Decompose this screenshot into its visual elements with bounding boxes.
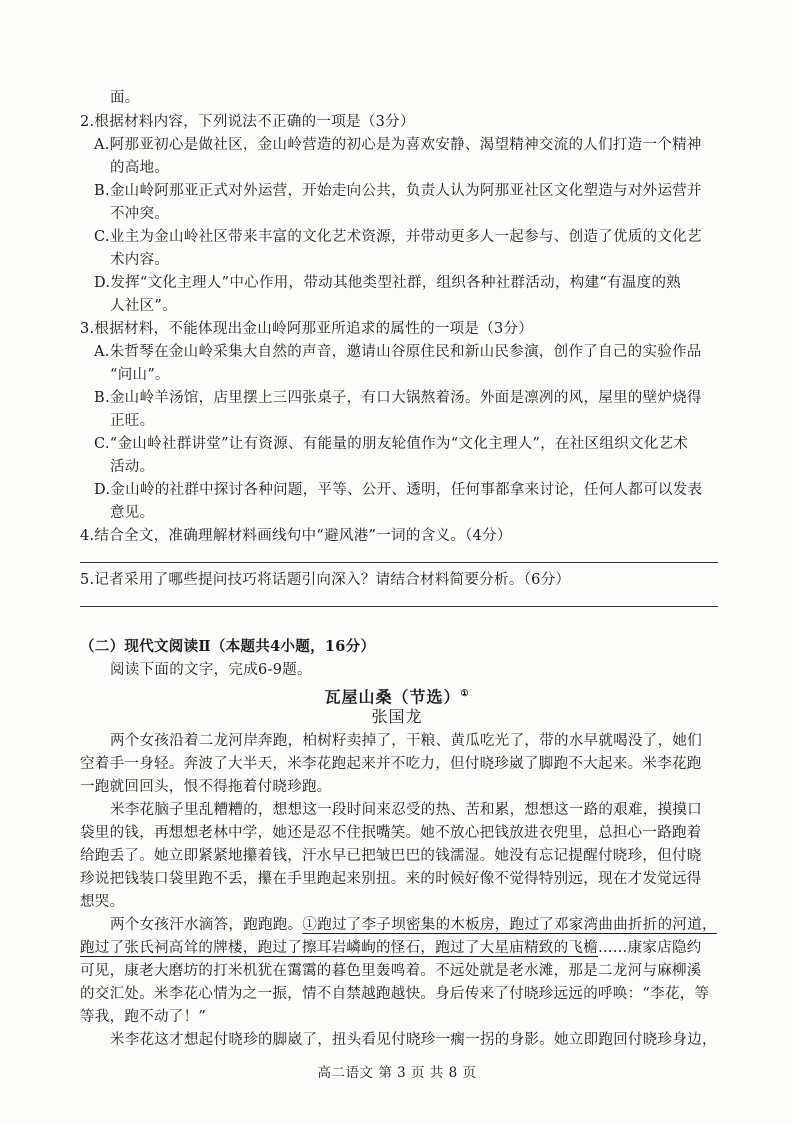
passage-title: 瓦屋山桑（节选）① <box>324 687 470 707</box>
passage-p1-line3: 一跑就回回头，恨不得拖着付晓珍跑。 <box>80 779 332 795</box>
underlined-sentence-1-cont: 跑过了张氏祠高耸的牌楼，跑过了擦耳岩嶙峋的怪石，跑过了大星庙精致的飞檐 <box>80 940 598 956</box>
q3-option-d-cont: 意见。 <box>110 505 155 521</box>
title-footnote-mark: ① <box>460 689 470 699</box>
q2-option-a-cont: 的高地。 <box>110 160 170 176</box>
q2-option-c-cont: 术内容。 <box>110 252 170 268</box>
q2-option-d-cont: 人社区”。 <box>110 298 177 314</box>
passage-author: 张国龙 <box>371 707 423 726</box>
q3-option-a: A.朱哲琴在金山岭采集大自然的声音，邀请山谷原住民和新山民参演，创作了自己的实验作品 <box>94 344 702 360</box>
passage-p3-line5: 等我，跑不动了！” <box>80 1009 207 1025</box>
q2-option-a: A.阿那亚初心是做社区，金山岭营造的初心是为喜欢安静、渴望精神交流的人们打造一个精神 <box>94 137 702 153</box>
passage-p2-line2: 袋里的钱，再想想老林中学，她还是忍不住抿嘴笑。她不放心把钱放进衣兜里，总担心一路跑着 <box>80 825 702 841</box>
q5-answer-line[interactable] <box>80 606 718 607</box>
passage-p3-line2: 跑过了张氏祠高耸的牌楼，跑过了擦耳岩嶙峋的怪石，跑过了大星庙精致的飞檐……康家店隐约 <box>80 940 702 956</box>
q2-option-c: C.业主为金山岭社区带来丰富的文化艺术资源，并带动更多人一起参与、创造了优质的文化艺 <box>94 229 702 245</box>
underlined-sentence-1: ①跑过了李子坝密集的木板房，跑过了邓家湾曲曲折折的河道， <box>302 917 717 933</box>
section-heading: （二）现代文阅读Ⅱ（本题共4小题，16分） <box>80 638 376 655</box>
q3-option-c: C.“金山岭社群讲堂”让有资源、有能量的朋友轮值作为“文化主理人”，在社区组织文化艺术 <box>94 436 689 452</box>
q5-stem: 5.记者采用了哪些提问技巧将话题引向深入？请结合材料简要分析。（6分） <box>80 572 571 588</box>
passage-p1-line1: 两个女孩沿着二龙河岸奔跑，柏树籽卖掉了，干粮、黄瓜吃光了，带的水早就喝没了，她们 <box>110 733 702 749</box>
q3-option-a-cont: “问山”。 <box>110 367 170 383</box>
q3-stem: 3.根据材料，不能体现出金山岭阿那亚所追求的属性的一项是（3分） <box>80 321 534 337</box>
page-footer: 高二语文 第 3 页 共 8 页 <box>317 1065 477 1081</box>
q2-option-d: D.发挥“文化主理人”中心作用，带动其他类型社群，组织各种社群活动，构建“有温度的熟 <box>94 275 682 291</box>
q1-tail: 面。 <box>110 90 140 106</box>
q2-option-b: B.金山岭阿那亚正式对外运营，开始走向公共，负责人认为阿那亚社区文化塑造与对外运营并 <box>94 183 702 199</box>
passage-p3-line4: 的交汇处。米李花心情为之一振，情不自禁越跑越快。身后传来了付晓珍远远的呼唤：“李花，等 <box>80 986 710 1002</box>
q4-stem: 4.结合全文，准确理解材料画线句中“避风港”一词的含义。（4分） <box>80 528 512 544</box>
q2-stem: 2.根据材料内容，下列说法不正确的一项是（3分） <box>80 114 415 130</box>
q2-option-b-cont: 不冲突。 <box>110 206 170 222</box>
q3-option-b-cont: 正旺。 <box>110 413 155 429</box>
passage-p2-line5: 想哭。 <box>80 894 125 910</box>
passage-p3-line3: 可见，康老大磨坊的打米机犹在霭霭的暮色里轰鸣着。不远处就是老水滩，那是二龙河与麻柳溪 <box>80 963 702 979</box>
passage-p3-line1: 两个女孩汗水滴答，跑跑跑。①跑过了李子坝密集的木板房，跑过了邓家湾曲曲折折的河道， <box>110 917 717 933</box>
passage-p4-line1: 米李花这才想起付晓珍的脚崴了，扭头看见付晓珍一瘸一拐的身影。她立即跑回付晓珍身边， <box>110 1032 717 1048</box>
q3-option-b: B.金山岭羊汤馆，店里摆上三四张桌子，有口大锅熬着汤。外面是凛冽的风，屋里的壁炉烧得 <box>94 390 702 406</box>
section-instruction: 阅读下面的文字，完成6-9题。 <box>110 662 312 678</box>
passage-p1-line2: 空着手一身轻。奔波了大半天，米李花跑起来并不吃力，但付晓珍崴了脚跑不大起来。米李花跑 <box>80 756 702 772</box>
q3-option-d: D.金山岭的社群中探讨各种问题，平等、公开、透明，任何事都拿来讨论，任何人都可以发表 <box>94 482 703 498</box>
passage-p2-line1: 米李花脑子里乱糟糟的，想想这一段时间来忍受的热、苦和累，想想这一路的艰难，摸摸口 <box>110 802 702 818</box>
passage-p2-line4: 珍说把钱装口袋里跑不丢，攥在手里跑起来别扭。来的时候好像不觉得特别远，现在才发觉远得 <box>80 871 702 887</box>
q4-answer-line[interactable] <box>80 562 718 563</box>
passage-p2-line3: 给跑丢了。她立即紧紧地攥着钱，汗水早已把皱巴巴的钱濡湿。她没有忘记提醒付晓珍，但付晓 <box>80 848 702 864</box>
q3-option-c-cont: 活动。 <box>110 459 155 475</box>
